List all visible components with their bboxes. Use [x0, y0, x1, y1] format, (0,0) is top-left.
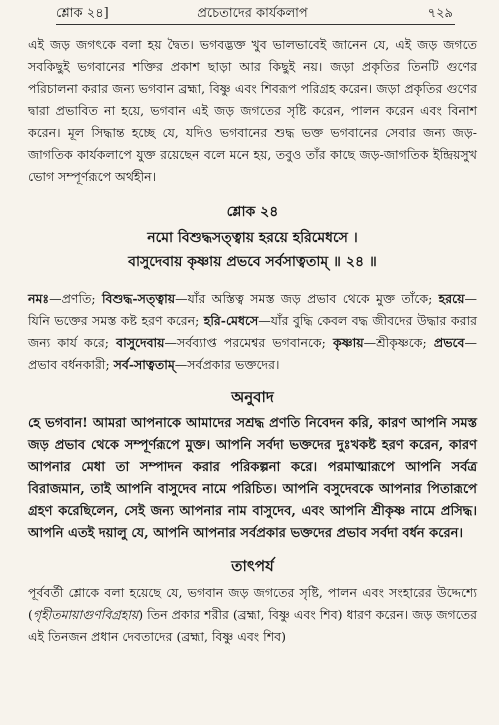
verse-line-1: নমো বিশুদ্ধসত্ত্বায় হরয়ে হরিমেধসে ।	[147, 230, 358, 246]
purport-text	[28, 582, 477, 648]
translation-text: হে ভগবান! আমরা আপনাকে আমাদের সশ্রদ্ধ প্রণতি নিবেদন করি, কারণ আপনি সমস্ত জড় প্রভাব থেকে সম্পূর্ণরূপে মুক্ত। আপনি সর্বদা ভক্তদের দুঃখকষ্ট হরণ করেন, কারণ আপনার মেধা তা সম্পাদন করার পরিকল্পনা করে। পরমাত্মারূপে আপনি সর্বত্র বিরাজমান, তাই আপনি বাসুদেব নামে পরিচিত। আপনি বসুদেবকে আপনার পিতারূপে গ্রহণ করেছিলেন, সেই জন্য আপনার নাম বাসুদেব, এবং আপনি শ্রীকৃষ্ণ নামে প্রসিদ্ধ। আপনি এতই দয়ালু যে, আপনি আপনার সর্বপ্রকার ভক্তদের প্রভাব সর্বদা বর্ধন করেন।	[28, 416, 477, 541]
synonym-entry: হরি-মেধসে—যাঁর বুদ্ধি কেবল বদ্ধ জীবদের উদ্ধার করার জন্য কার্য করে;	[28, 313, 477, 350]
purport-italic-term: গৃহীতমায়াগুণবিগ্রহায়	[32, 607, 139, 622]
synonym-meaning: শ্রীকৃষ্ণকে;	[376, 335, 434, 350]
header-chapter-title: প্রচেতাদের কার্যকলাপ	[197, 6, 308, 21]
synonym-entry: প্রভবে—প্রভাব বর্ধনকারী;	[28, 335, 478, 372]
synonym-meaning: প্রভাব বর্ধনকারী;	[28, 357, 114, 372]
synonym-meaning: সর্বপ্রকার ভক্তদের।	[187, 357, 280, 372]
synonym-entry: কৃষ্ণায়—শ্রীকৃষ্ণকে;	[333, 335, 434, 350]
synonym-entry: সর্ব-সাত্বতাম্—সর্বপ্রকার ভক্তদের।	[113, 357, 280, 372]
synonym-entry: বিশুদ্ধ-সত্ত্বায়—যাঁর অস্তিত্ব সমস্ত জড় প্রভাব থেকে মুক্ত তাঁকে;	[101, 291, 439, 306]
header-verse-ref: শ্লোক ২৪]	[56, 6, 109, 21]
purport-text-end: ) তিন প্রকার শরীর (ব্রহ্মা, বিষ্ণু এবং শিব) ধারণ করেন। জড় জগতের এই তিনজন প্রধান দেবতাদের (ব্রহ্মা, বিষ্ণু এবং শিব)	[28, 607, 477, 644]
synonym-word: বিশুদ্ধ-সত্ত্বায়	[101, 291, 176, 306]
translation-heading: অনুবাদ	[231, 388, 274, 406]
synonym-word: কৃষ্ণায়	[333, 335, 364, 350]
synonym-meaning: যাঁর বুদ্ধি কেবল বদ্ধ জীবদের উদ্ধার করার জন্য কার্য করে;	[28, 313, 477, 350]
synonym-word: হরয়ে	[438, 291, 465, 306]
verse-text	[28, 226, 477, 274]
purport-text-start: পূর্ববর্তী শ্লোকে বলা হয়েছে যে, ভগবান জড় জগতের সৃষ্টি, পালন এবং সংহারের উদ্দেশ্যে (	[28, 585, 477, 622]
synonym-word: সর্ব-সাত্বতাম্	[113, 357, 175, 372]
verse-line-2: বাসুদেবায় কৃষ্ণায় প্রভবে সর্বসাত্বতাম্ ॥ ২৪ ॥	[128, 254, 377, 270]
synonym-word: প্রভবে	[433, 335, 465, 350]
header-page-number: ৭২৯	[427, 6, 453, 21]
synonym-meaning: যিনি ভক্তের সমস্ত কষ্ট হরণ করেন;	[28, 313, 204, 328]
synonym-word: নমঃ	[28, 291, 50, 306]
purport-heading: তাৎপর্য	[231, 557, 274, 575]
synonym-word: হরি-মেধসে	[203, 313, 259, 328]
synonym-meaning: প্রণতি;	[61, 291, 102, 306]
page-header	[28, 0, 477, 34]
synonym-entry: হরয়ে—যিনি ভক্তের সমস্ত কষ্ট হরণ করেন;	[28, 291, 477, 328]
synonym-entry: নমঃ—প্রণতি;	[28, 291, 102, 306]
synonyms-paragraph	[28, 288, 477, 376]
header-rule	[56, 24, 455, 25]
synonym-word: বাসুদেবায়	[116, 335, 165, 350]
verse-title: শ্লোক ২৪	[226, 204, 279, 220]
synonym-entry: বাসুদেবায়—সর্বব্যাপ্ত পরমেশ্বর ভগবানকে;	[116, 335, 334, 350]
previous-purport-text: এই জড় জগৎকে বলা হয় দ্বৈত। ভগবদ্ভক্ত খুব ভালভাবেই জানেন যে, এই জড় জগতে সবকিছুই ভগবানের শক্তির প্রকাশ ছাড়া আর কিছুই নয়। জড়া প্রকৃতির তিনটি গুণের পরিচালনা করার জন্য ভগবান ব্রহ্মা, বিষ্ণু এবং শিবরূপ পরিগ্রহ করেন। জড়া প্রকৃতির গুণের দ্বারা প্রভাবিত না হয়ে, ভগবান এই জড় জগতের সৃষ্টি করেন, পালন করেন এবং বিনাশ করেন। মূল সিদ্ধান্ত হচ্ছে যে, যদিও ভগবানের শুদ্ধ ভক্ত ভগবানের সেবার জন্য জড়-জাগতিক কার্যকলাপে যুক্ত রয়েছেন বলে মনে হয়, তবুও তাঁর কাছে জড়-জাগতিক ইন্দ্রিয়সুখ ভোগ সম্পূর্ণরূপে অর্থহীন।	[28, 37, 477, 184]
synonym-meaning: যাঁর অস্তিত্ব সমস্ত জড় প্রভাব থেকে মুক্ত তাঁকে;	[187, 291, 439, 306]
synonym-meaning: সর্বব্যাপ্ত পরমেশ্বর ভগবানকে;	[177, 335, 334, 350]
